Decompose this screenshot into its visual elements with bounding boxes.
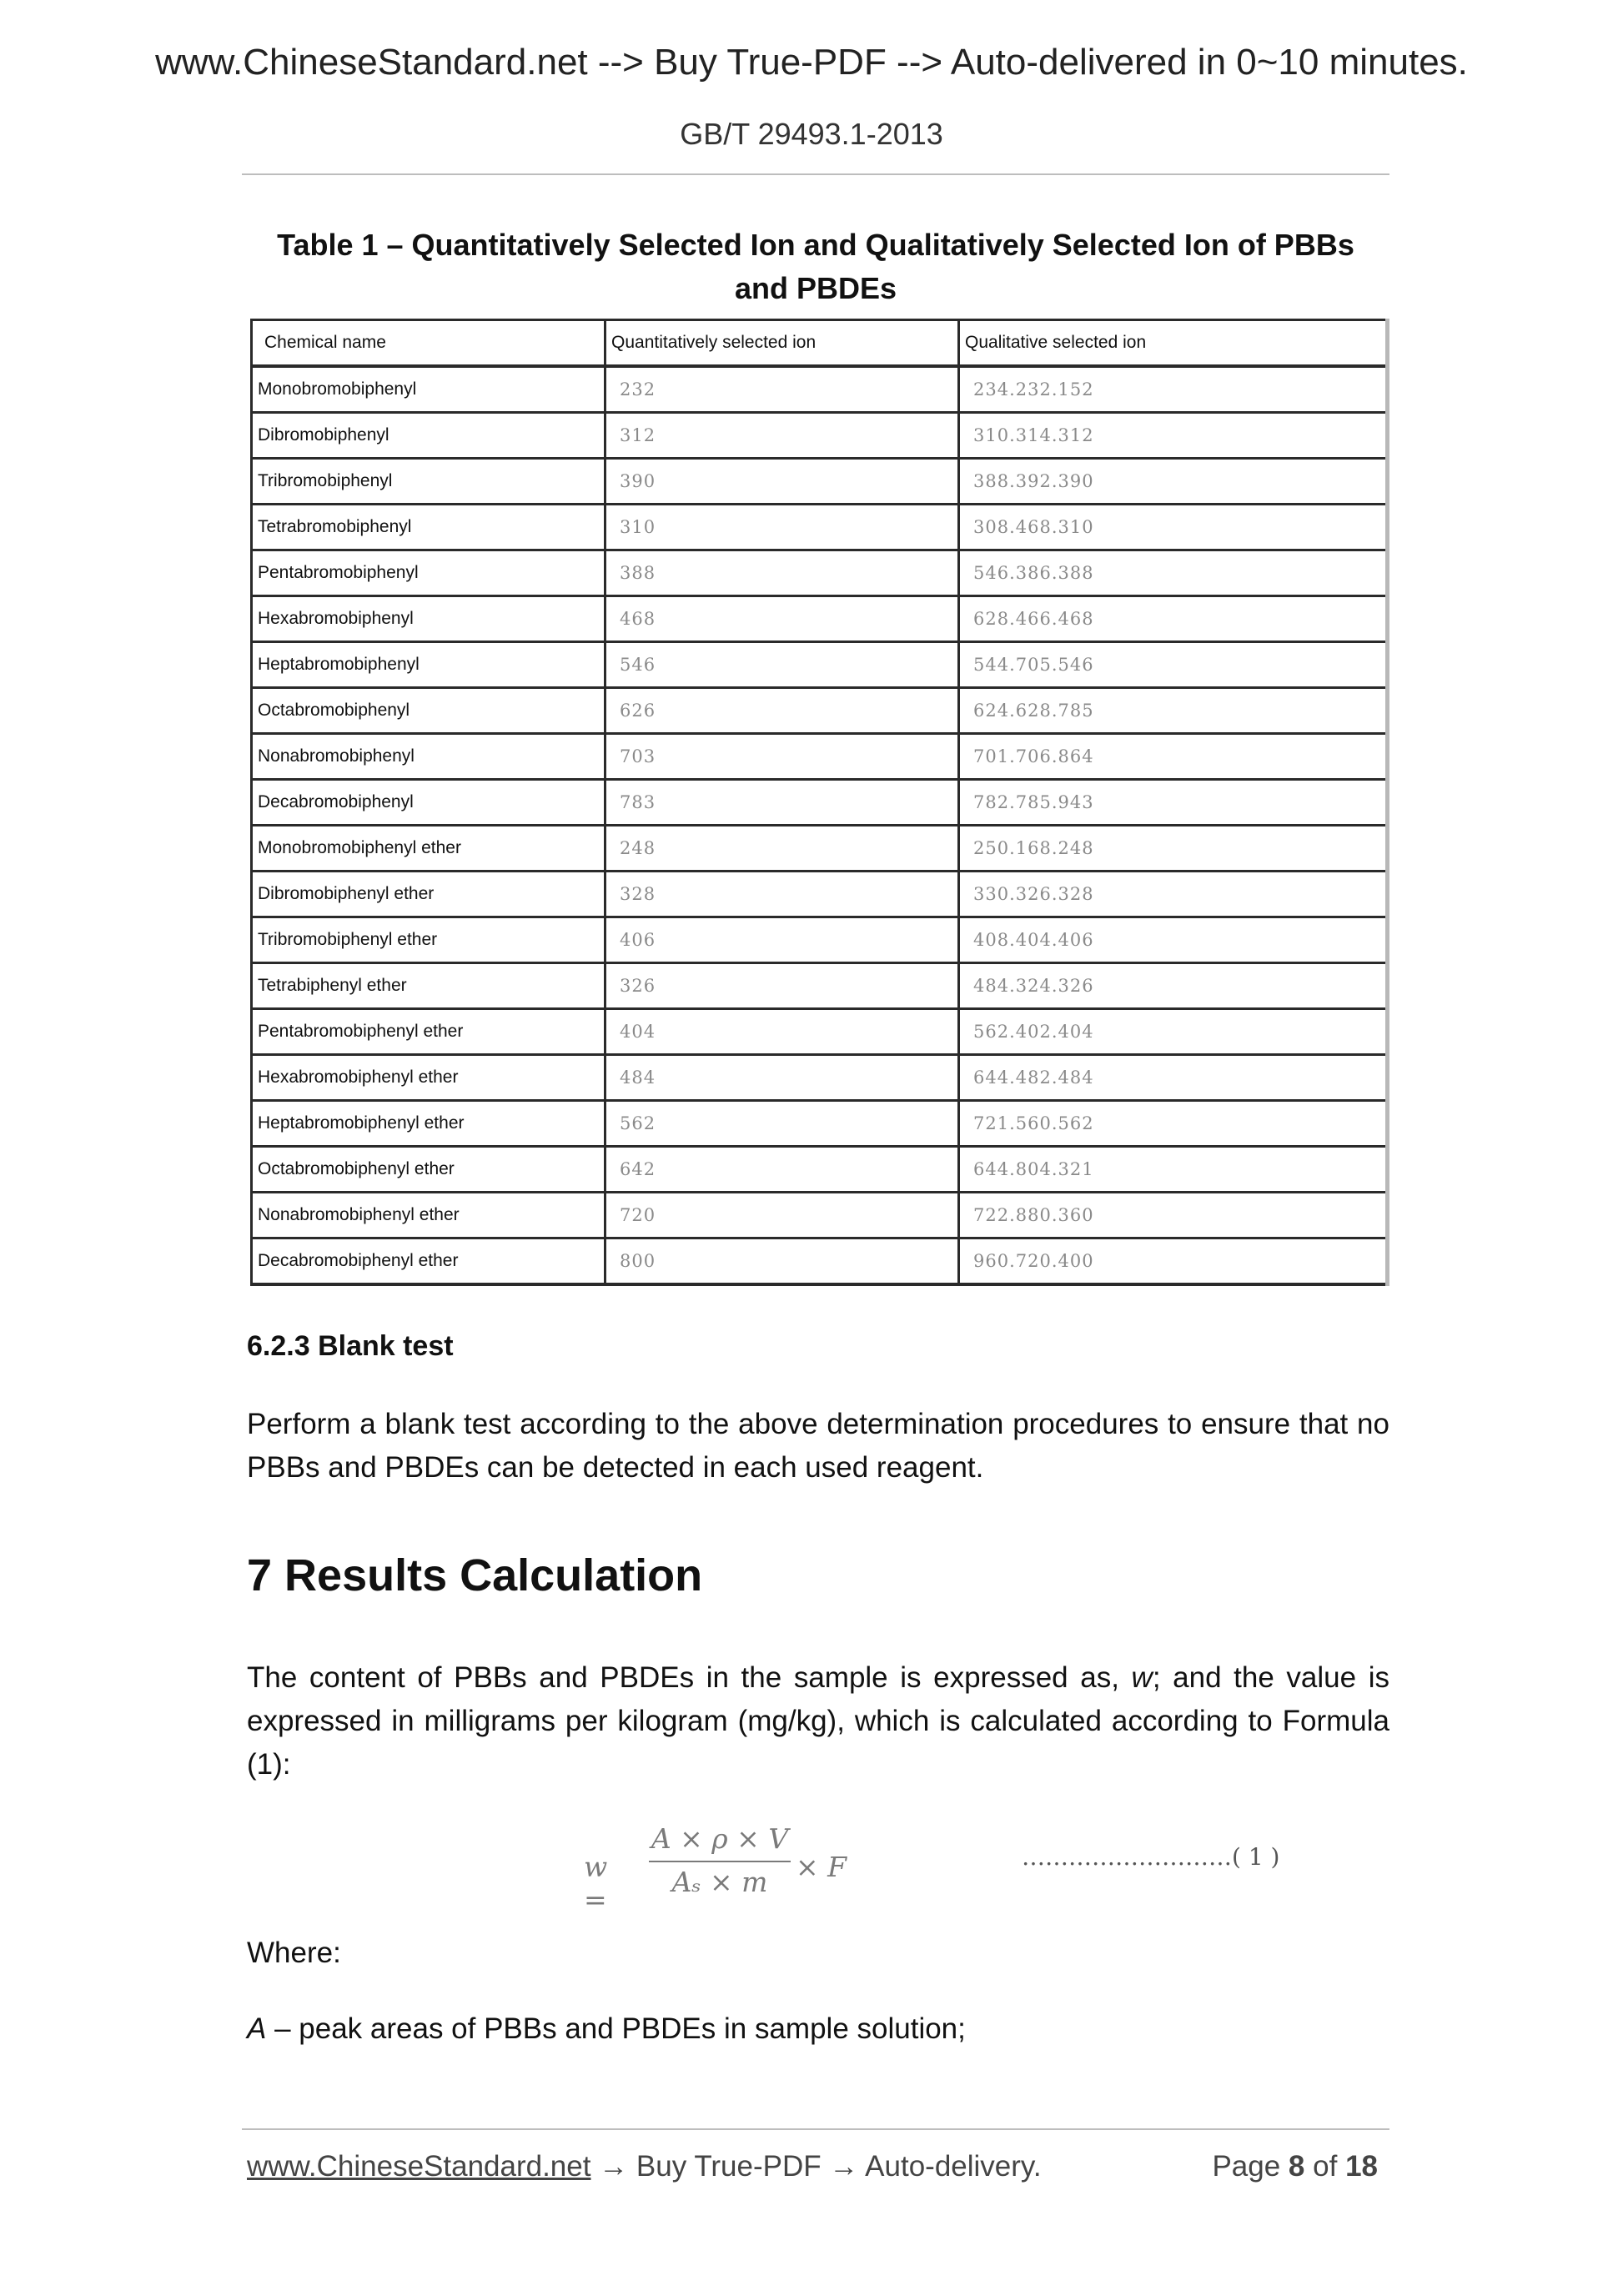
- qualitative-ion-cell: 960.720.400: [959, 1238, 1388, 1285]
- table-row: [252, 1101, 1388, 1147]
- qualitative-ion-cell: 308.468.310: [959, 505, 1388, 550]
- chemical-name-cell: Dibromobiphenyl: [252, 413, 605, 459]
- table-row: [252, 1147, 1388, 1193]
- blank-test-paragraph: Perform a blank test according to the above determination procedures to ensure that no PBBs and PBDEs can be detected in each used reagent.: [247, 1408, 1389, 1484]
- table-title-line1: Table 1 – Quantitatively Selected Ion and Qualitatively Selected Ion of PBBs: [277, 228, 1354, 262]
- site-banner: www.ChineseStandard.net --> Buy True-PDF --> Auto-delivered in 0~10 minutes.: [155, 42, 1468, 83]
- qualitative-ion-cell: 628.466.468: [959, 596, 1388, 642]
- definition-A-text: – peak areas of PBBs and PBDEs in sample solution;: [266, 2012, 966, 2045]
- section-heading-6-2-3: 6.2.3 Blank test: [247, 1330, 454, 1362]
- variable-w: w: [1131, 1661, 1153, 1694]
- quantitative-ion-cell: 232: [605, 366, 959, 413]
- quantitative-ion-cell: 642: [605, 1147, 959, 1193]
- chemical-name-cell: Pentabromobiphenyl ether: [252, 1009, 605, 1055]
- table-body: [252, 366, 1388, 1284]
- quantitative-ion-cell: 388: [605, 550, 959, 596]
- formula-numerator: A × ρ × V: [651, 1822, 789, 1855]
- quantitative-ion-cell: 328: [605, 872, 959, 917]
- chemical-name-cell: Pentabromobiphenyl: [252, 550, 605, 596]
- column-header-chemical-name: Chemical name: [252, 320, 605, 367]
- table-row: [252, 1238, 1388, 1285]
- column-header-qualitative-ion: Qualitative selected ion: [959, 320, 1388, 367]
- results-text-end: ; and the value is expressed in milligrams per kilogram (mg/kg), which is calculated according to Formula (1):: [247, 1661, 1389, 1781]
- quantitative-ion-cell: 484: [605, 1055, 959, 1101]
- chemical-name-cell: Nonabromobiphenyl ether: [252, 1193, 605, 1238]
- table-row: [252, 1193, 1388, 1238]
- quantitative-ion-cell: 546: [605, 642, 959, 688]
- results-text-start: The content of PBBs and PBDEs in the sample is expressed as,: [247, 1661, 1132, 1694]
- qualitative-ion-cell: 644.804.321: [959, 1147, 1388, 1193]
- footer: [247, 2150, 1389, 2183]
- table-row: [252, 505, 1388, 550]
- chemical-name-cell: Hexabromobiphenyl ether: [252, 1055, 605, 1101]
- qualitative-ion-cell: 234.232.152: [959, 366, 1388, 413]
- table-row: [252, 1009, 1388, 1055]
- qualitative-ion-cell: 546.386.388: [959, 550, 1388, 596]
- quantitative-ion-cell: 248: [605, 826, 959, 872]
- table-title: [242, 224, 1389, 310]
- quantitative-ion-cell: 703: [605, 734, 959, 780]
- chemical-name-cell: Heptabromobiphenyl ether: [252, 1101, 605, 1147]
- page-total: 18: [1345, 2150, 1378, 2183]
- table-header-row: [252, 320, 1388, 367]
- quantitative-ion-cell: 562: [605, 1101, 959, 1147]
- table-row: [252, 780, 1388, 826]
- qualitative-ion-cell: 484.324.326: [959, 963, 1388, 1009]
- table-row: [252, 1055, 1388, 1101]
- chemical-name-cell: Decabromobiphenyl ether: [252, 1238, 605, 1285]
- chemical-name-cell: Heptabromobiphenyl: [252, 642, 605, 688]
- qualitative-ion-cell: 330.326.328: [959, 872, 1388, 917]
- chemical-name-cell: Dibromobiphenyl ether: [252, 872, 605, 917]
- table-row: [252, 550, 1388, 596]
- qualitative-ion-cell: 782.785.943: [959, 780, 1388, 826]
- quantitative-ion-cell: 783: [605, 780, 959, 826]
- qualitative-ion-cell: 250.168.248: [959, 826, 1388, 872]
- chemical-name-cell: Decabromobiphenyl: [252, 780, 605, 826]
- table-row: [252, 642, 1388, 688]
- table-row: [252, 872, 1388, 917]
- standard-code: GB/T 29493.1-2013: [680, 117, 943, 151]
- page-number: 8: [1288, 2150, 1305, 2183]
- section-heading-7: 7 Results Calculation: [247, 1550, 703, 1600]
- qualitative-ion-cell: 544.705.546: [959, 642, 1388, 688]
- chemical-name-cell: Hexabromobiphenyl: [252, 596, 605, 642]
- chemical-name-cell: Monobromobiphenyl ether: [252, 826, 605, 872]
- table-row: [252, 826, 1388, 872]
- quantitative-ion-cell: 310: [605, 505, 959, 550]
- table-row: [252, 366, 1388, 413]
- footer-divider: [242, 2128, 1389, 2130]
- qualitative-ion-cell: 388.392.390: [959, 459, 1388, 505]
- chemical-name-cell: Nonabromobiphenyl: [252, 734, 605, 780]
- quantitative-ion-cell: 326: [605, 963, 959, 1009]
- quantitative-ion-cell: 626: [605, 688, 959, 734]
- chemical-name-cell: Octabromobiphenyl: [252, 688, 605, 734]
- table-row: [252, 459, 1388, 505]
- header-divider: [242, 173, 1389, 175]
- table-row: [252, 596, 1388, 642]
- definition-A: [247, 2012, 966, 2046]
- quantitative-ion-cell: 312: [605, 413, 959, 459]
- qualitative-ion-cell: 624.628.785: [959, 688, 1388, 734]
- results-paragraph: [247, 1656, 1389, 1786]
- quantitative-ion-cell: 404: [605, 1009, 959, 1055]
- footer-site-link[interactable]: www.ChineseStandard.net: [247, 2150, 591, 2183]
- symbol-A: A: [247, 2012, 267, 2045]
- quantitative-ion-cell: 468: [605, 596, 959, 642]
- quantitative-ion-cell: 406: [605, 917, 959, 963]
- qualitative-ion-cell: 701.706.864: [959, 734, 1388, 780]
- chemical-name-cell: Tetrabiphenyl ether: [252, 963, 605, 1009]
- chemical-name-cell: Tetrabromobiphenyl: [252, 505, 605, 550]
- column-header-quantitative-ion: Quantitatively selected ion: [605, 320, 959, 367]
- fraction-bar: [649, 1861, 791, 1862]
- table-row: [252, 917, 1388, 963]
- chemical-name-cell: Octabromobiphenyl ether: [252, 1147, 605, 1193]
- qualitative-ion-cell: 722.880.360: [959, 1193, 1388, 1238]
- qualitative-ion-cell: 408.404.406: [959, 917, 1388, 963]
- quantitative-ion-cell: 390: [605, 459, 959, 505]
- page-indicator: [1212, 2150, 1378, 2183]
- qualitative-ion-cell: 310.314.312: [959, 413, 1388, 459]
- qualitative-ion-cell: 644.482.484: [959, 1055, 1388, 1101]
- table-row: [252, 963, 1388, 1009]
- formula-denominator: Aₛ × m: [671, 1866, 768, 1898]
- chemical-name-cell: Tribromobiphenyl: [252, 459, 605, 505]
- formula-multiplier: × F: [796, 1851, 847, 1883]
- table-row: [252, 734, 1388, 780]
- chemical-name-cell: Monobromobiphenyl: [252, 366, 605, 413]
- page-word: Page: [1212, 2150, 1281, 2183]
- chemical-name-cell: Tribromobiphenyl ether: [252, 917, 605, 963]
- quantitative-ion-cell: 720: [605, 1193, 959, 1238]
- where-label: Where:: [247, 1937, 341, 1969]
- quantitative-ion-cell: 800: [605, 1238, 959, 1285]
- formula-fraction: [649, 1822, 791, 1898]
- table-title-line2: and PBDEs: [734, 271, 897, 305]
- formula-reference: ………………………( 1 ): [1022, 1843, 1280, 1871]
- table-row: [252, 688, 1388, 734]
- formula-lhs: w =: [584, 1851, 608, 1916]
- ion-table: [250, 319, 1389, 1286]
- qualitative-ion-cell: 721.560.562: [959, 1101, 1388, 1147]
- table-row: [252, 413, 1388, 459]
- of-word: of: [1313, 2150, 1338, 2183]
- footer-tagline: → Buy True-PDF → Auto-delivery.: [590, 2150, 1042, 2183]
- qualitative-ion-cell: 562.402.404: [959, 1009, 1388, 1055]
